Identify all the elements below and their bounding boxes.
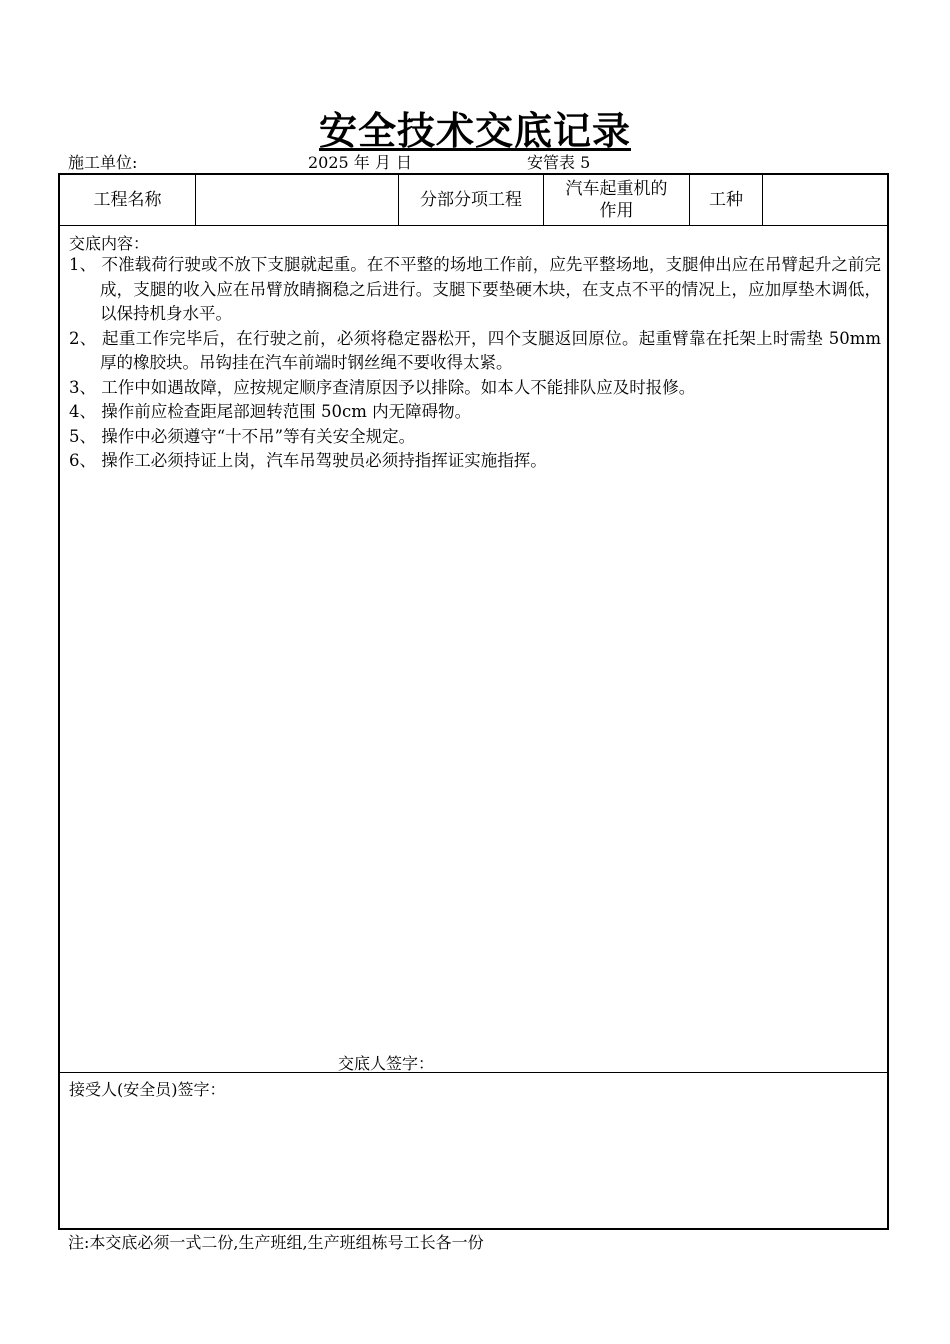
subproject-label: 分部分项工程 — [420, 190, 522, 210]
footer-note: 注:本交底必须一式二份,生产班组,生产班组栋号工长各一份 — [68, 1233, 484, 1252]
receiver-signature-label: 接受人(安全员)签字： — [69, 1080, 226, 1099]
disclosure-content-label: 交底内容： — [69, 234, 150, 253]
disclosure-item: 1、 不准载荷行驶或不放下支腿就起重。在不平整的场地工作前，应先平整场地，支腿伸出应在吊臂起升之前完成，支腿的收入应在吊臂放睛搁稳之后进行。支腿下要垫硬木块，在支点不平的情况上，应加厚垫木调低，以保持机身水平。 — [69, 255, 881, 323]
disclosure-item: 3、 工作中如遇故障，应按规定顺序查清原因予以排除。如本人不能排队应及时报修。 — [69, 377, 696, 397]
document-title: 安全技术交底记录 — [318, 108, 631, 153]
row-divider — [60, 1072, 887, 1073]
disclosure-form-table — [58, 173, 889, 1230]
disclosure-item-list — [69, 253, 881, 474]
form-number: 安管表 5 — [527, 153, 591, 172]
date-field: 2025 年 月 日 — [308, 153, 412, 172]
disclosure-item: 5、 操作中必须遵守“十不吊”等有关安全规定。 — [69, 426, 416, 446]
disclosure-item: 6、 操作工必须持证上岗，汽车吊驾驶员必须持指挥证实施指挥。 — [69, 451, 547, 470]
construction-unit-label: 施工单位: — [68, 153, 138, 172]
project-name-value — [196, 175, 398, 225]
disclosure-item: 2、 起重工作完毕后，在行驶之前，必须将稳定器松开，四个支腿返回原位。起重臂靠在托架上时需垫 50mm 厚的橡胶块。吊钩挂在汽车前端时钢丝绳不要收得太紧。 — [69, 328, 881, 372]
project-name-label: 工程名称 — [93, 190, 162, 210]
row-divider — [60, 225, 887, 226]
discloser-signature-label: 交底人签字： — [338, 1054, 435, 1073]
trade-value — [763, 175, 887, 225]
subproject-value: 汽车起重机的作用 — [565, 179, 668, 221]
trade-label: 工种 — [709, 190, 743, 210]
disclosure-item: 4、 操作前应检查距尾部迴转范围 50cm 内无障碍物。 — [69, 402, 472, 421]
